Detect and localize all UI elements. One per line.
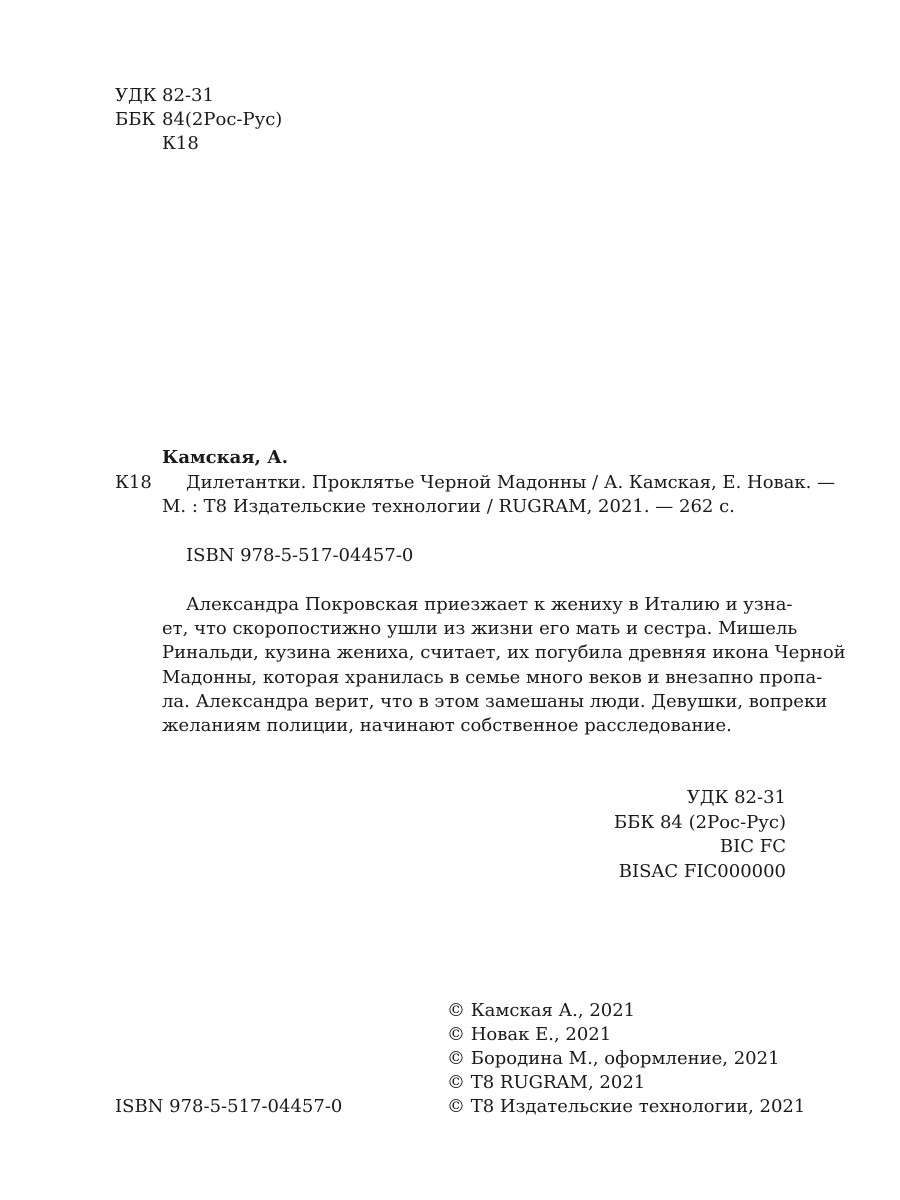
- copyright-line: © Т8 Издательские технологии, 2021: [447, 1096, 806, 1117]
- annotation-line: Александра Покровская приезжает к жениху в Италию и узна-: [186, 594, 793, 615]
- annotation-line: Ринальди, кузина жениха, считает, их погубила древняя икона Черной: [162, 642, 846, 664]
- author-heading: Камская, А.: [162, 447, 289, 468]
- annotation: [162, 593, 846, 738]
- isbn-card: ISBN 978-5-517-04457-0: [186, 545, 414, 566]
- annotation-line: желаниям полиции, начинают собственное расследование.: [162, 715, 732, 737]
- annotation-line: ла. Александра верит, что в этом замешаны люди. Девушки, вопреки: [162, 690, 828, 712]
- annotation-line: Мадонны, которая хранилась в семье много веков и внезапно пропа-: [162, 666, 823, 688]
- bisac-code: BISAC FIC000000: [618, 860, 786, 882]
- copyright-list: [447, 999, 805, 1119]
- author-mark-top: К18: [162, 133, 199, 154]
- title-line-2: М. : Т8 Издательские технологии / RUGRAM, 2021. — 262 с.: [162, 496, 735, 517]
- copyright-line: © Бородина М., оформление, 2021: [447, 1048, 780, 1069]
- udk-label: УДК: [115, 85, 157, 106]
- bic-code: BIC FC: [719, 836, 786, 857]
- bbk-code: ББК 84 (2Рос-Рус): [613, 811, 786, 833]
- udk-code: УДК 82-31: [686, 787, 786, 808]
- udk-value: 82-31: [162, 85, 214, 106]
- classification-codes: [614, 786, 786, 884]
- bbk-label: ББК: [115, 109, 156, 130]
- bbk-value: 84(2Рос-Рус): [162, 109, 283, 130]
- author-mark: К18: [115, 472, 152, 493]
- annotation-line: ет, что скоропостижно ушли из жизни его мать и сестра. Мишель: [162, 618, 798, 640]
- copyright-line: © Камская А., 2021: [447, 1000, 636, 1021]
- copyright-line: © Новак Е., 2021: [447, 1024, 612, 1045]
- isbn-bottom: ISBN 978-5-517-04457-0: [115, 1096, 343, 1117]
- title-line-1: Дилетантки. Проклятье Черной Мадонны / А. Камская, Е. Новак. —: [186, 472, 836, 493]
- copyright-line: © Т8 RUGRAM, 2021: [447, 1072, 646, 1093]
